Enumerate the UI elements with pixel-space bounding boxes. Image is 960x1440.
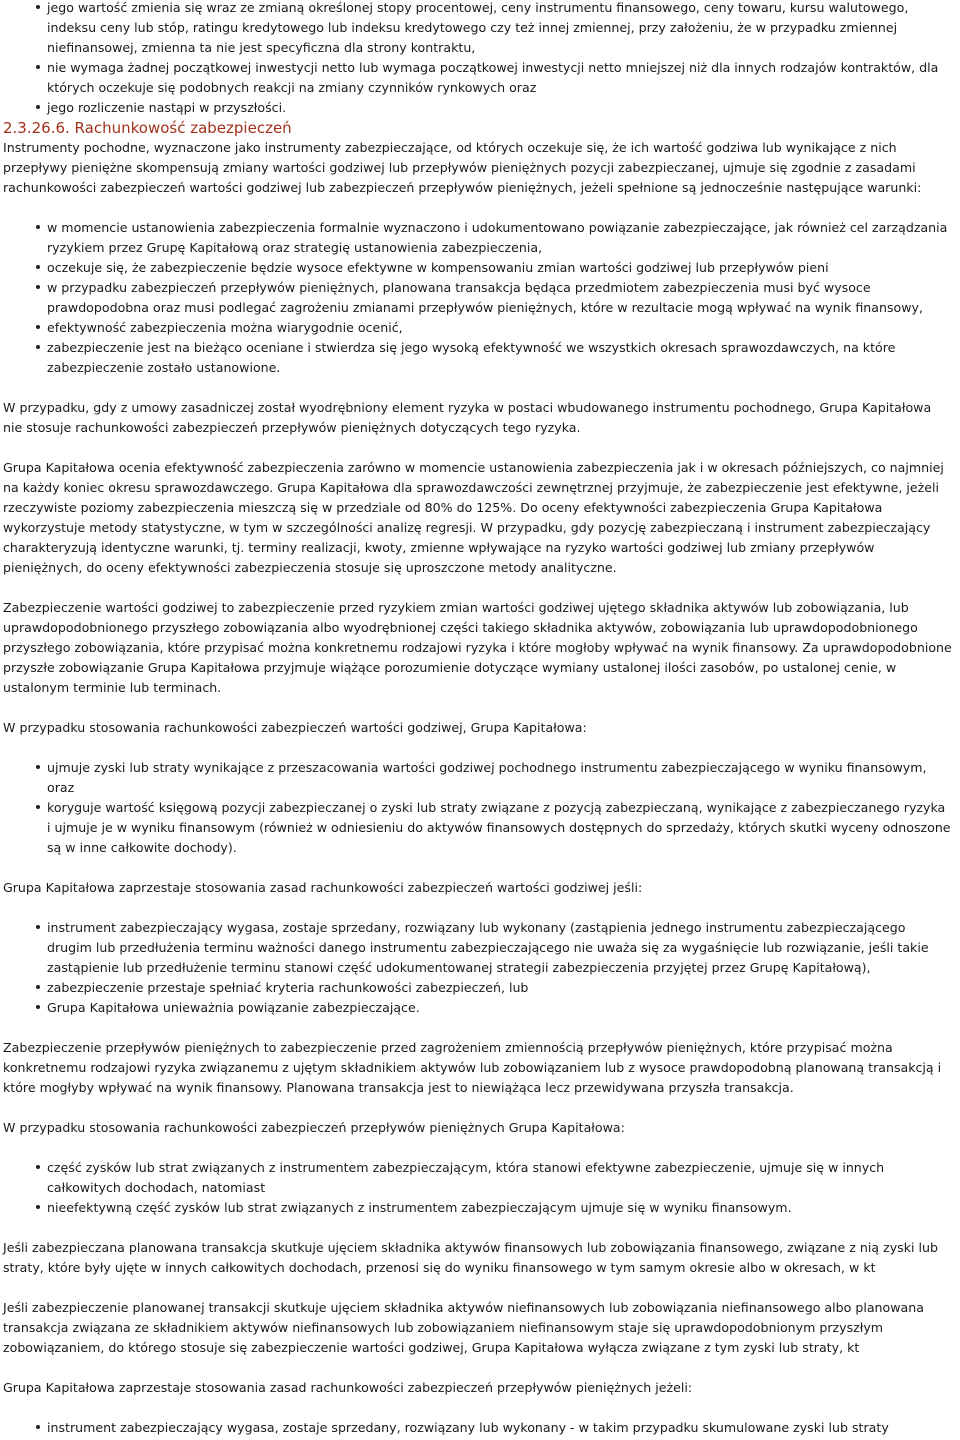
paragraph: Jeśli zabezpieczenie planowanej transakcji skutkuje ujęciem składnika aktywów niefinansowych lub zobowiązania niefinansowego albo planowana transakcja związana ze składnikiem aktywów niefinansowych lub zobowiązaniem niefinansowym staje się uprawdopodobnionym przyszłym zobowiązaniem, do którego stosuje się zabezpieczenie wartości godziwej, Grupa Kapitałowa wyłącza związane z tym zyski lub straty, kt bbox=[3, 1300, 924, 1355]
list-item: nieefektywną część zysków lub strat związanych z instrumentem zabezpieczającym ujmuje się w wyniku finansowym. bbox=[0, 1198, 960, 1218]
paragraph: Zabezpieczenie wartości godziwej to zabezpieczenie przed ryzykiem zmian wartości godziwej ujętego składnika aktywów lub zobowiązania, lub uprawdopodobnionego przyszłego zobowiązania albo wyodrębnionej części takiego składnika aktywów, zobowiązania lub uprawdopodobnionego przyszłego zobowiązania, które przypisać można konkretnemu rodzajowi ryzyka i które mogłoby wpływać na wynik finansowy. Za uprawdopodobnione przyszłe zobowiązanie Grupa Kapitałowa przyjmuje wiążące porozumienie dotyczące wymiany ustalonej ilości zasobów, po ustalonej cenie, w ustalonym terminie lub terminach. bbox=[3, 600, 952, 695]
derivative-criteria-list bbox=[0, 0, 960, 118]
paragraph: Zabezpieczenie przepływów pieniężnych to zabezpieczenie przed zagrożeniem zmiennością przepływów pieniężnych, które przypisać można konkretnemu rodzajowi ryzyka związanemu z ujętym składnikiem aktywów lub zobowiązaniem lub z wysoce prawdopodobną planowaną transakcją i które mogłyby wpływać na wynik finansowy. Planowana transakcja jest to niewiążąca lecz przewidywana przyszła transakcja. bbox=[3, 1040, 942, 1095]
paragraph: W przypadku stosowania rachunkowości zabezpieczeń przepływów pieniężnych Grupa Kapitałowa: bbox=[3, 1120, 625, 1135]
fair-value-stop-list bbox=[0, 918, 960, 1018]
list-item: koryguje wartość księgową pozycji zabezpieczanej o zyski lub straty związane z pozycją zabezpieczaną, wynikające z zabezpieczanego ryzyka i ujmuje je w wyniku finansowym (również w odniesieniu do aktywów finansowych dostępnych do sprzedaży, których skutki wyceny odnoszone są w inne całkowite dochody). bbox=[0, 798, 960, 858]
list-item: instrument zabezpieczający wygasa, zostaje sprzedany, rozwiązany lub wykonany (zastąpienia jednego instrumentu zabezpieczającego drugim lub przedłużenia terminu ważności danego instrumentu zabezpieczającego nie uważa się za wygaśnięcie lub rozwiązanie, jeśli takie zastąpienie lub przedłużenie terminu stanowi część udokumentowanej strategii zabezpieczenia przyjętej przez Grupę Kapitałową), bbox=[0, 918, 960, 978]
cash-flow-hedge-list bbox=[0, 1158, 960, 1218]
paragraph: Grupa Kapitałowa ocenia efektywność zabezpieczenia zarówno w momencie ustanowienia zabezpieczenia jak i w okresach późniejszych, co najmniej na każdy koniec okresu sprawozdawczego. Grupa Kapitałowa dla sprawozdawczości zewnętrznej przyjmuje, że zabezpieczenie jest efektywne, jeżeli rzeczywiste poziomy zabezpieczenia mieszczą się w przedziale od 80% do 125%. Do oceny efektywności zabezpieczenia Grupa Kapitałowa wykorzystuje metody statystyczne, w tym w szczególności analizę regresji. W przypadku, gdy pozycję zabezpieczaną i instrument zabezpieczający charakteryzują identyczne warunki, tj. terminy realizacji, kwoty, zmienne wpływające na ryzyko wartości godziwej lub zmiany przepływów pieniężnych, do oceny efektywności zabezpieczenia stosuje się uproszczone metody analityczne. bbox=[3, 460, 944, 575]
fair-value-hedge-list bbox=[0, 758, 960, 858]
list-item: jego rozliczenie nastąpi w przyszłości. bbox=[0, 98, 960, 118]
cash-flow-stop-list bbox=[0, 1418, 960, 1438]
hedge-conditions-list bbox=[0, 218, 960, 378]
list-item: zabezpieczenie przestaje spełniać kryteria rachunkowości zabezpieczeń, lub bbox=[0, 978, 960, 998]
list-item: w momencie ustanowienia zabezpieczenia formalnie wyznaczono i udokumentowano powiązanie zabezpieczające, jak również cel zarządzania ryzykiem przez Grupę Kapitałową oraz strategię ustanowienia zabezpieczenia, bbox=[0, 218, 960, 258]
list-item: jego wartość zmienia się wraz ze zmianą określonej stopy procentowej, ceny instrumentu finansowego, ceny towaru, kursu walutowego, indeksu ceny lub stóp, ratingu kredytowego lub indeksu kredytowego czy też innej zmiennej, przy założeniu, że w przypadku zmiennej niefinansowej, zmienna ta nie jest specyficzna dla strony kontraktu, bbox=[0, 0, 960, 58]
paragraph: W przypadku, gdy z umowy zasadniczej został wyodrębniony element ryzyka w postaci wbudowanego instrumentu pochodnego, Grupa Kapitałowa nie stosuje rachunkowości zabezpieczeń przepływów pieniężnych dotyczących tego ryzyka. bbox=[3, 400, 932, 435]
paragraph: Jeśli zabezpieczana planowana transakcja skutkuje ujęciem składnika aktywów finansowych lub zobowiązania finansowego, związane z nią zyski lub straty, które były ujęte w innych całkowitych dochodach, przenosi się do wyniku finansowego w tym samym okresie albo w okresach, w kt bbox=[3, 1240, 938, 1275]
list-item: instrument zabezpieczający wygasa, zostaje sprzedany, rozwiązany lub wykonany - w takim przypadku skumulowane zyski lub straty bbox=[0, 1418, 960, 1438]
list-item: Grupa Kapitałowa unieważnia powiązanie zabezpieczające. bbox=[0, 998, 960, 1018]
paragraph: Instrumenty pochodne, wyznaczone jako instrumenty zabezpieczające, od których oczekuje się, że ich wartość godziwa lub wynikające z nich przepływy pieniężne skompensują zmiany wartości godziwej lub przepływów pieniężnych pozycji zabezpieczanej, ujmuje się zgodnie z zasadami rachunkowości zabezpieczeń wartości godziwej lub zabezpieczeń przepływów pieniężnych, jeżeli spełnione są jednocześnie następujące warunki: bbox=[3, 140, 922, 195]
paragraph: Grupa Kapitałowa zaprzestaje stosowania zasad rachunkowości zabezpieczeń wartości godziwej jeśli: bbox=[3, 880, 643, 895]
list-item: część zysków lub strat związanych z instrumentem zabezpieczającym, która stanowi efektywne zabezpieczenie, ujmuje się w innych całkowitych dochodach, natomiast bbox=[0, 1158, 960, 1198]
list-item: efektywność zabezpieczenia można wiarygodnie ocenić, bbox=[0, 318, 960, 338]
list-item: nie wymaga żadnej początkowej inwestycji netto lub wymaga początkowej inwestycji netto mniejszej niż dla innych rodzajów kontraktów, dla których oczekuje się podobnych reakcji na zmiany czynników rynkowych oraz bbox=[0, 58, 960, 98]
paragraph: W przypadku stosowania rachunkowości zabezpieczeń wartości godziwej, Grupa Kapitałowa: bbox=[3, 720, 587, 735]
paragraph: Grupa Kapitałowa zaprzestaje stosowania zasad rachunkowości zabezpieczeń przepływów pieniężnych jeżeli: bbox=[3, 1380, 693, 1395]
list-item: oczekuje się, że zabezpieczenie będzie wysoce efektywne w kompensowaniu zmian wartości godziwej lub przepływów pieni bbox=[0, 258, 960, 278]
list-item: ujmuje zyski lub straty wynikające z przeszacowania wartości godziwej pochodnego instrumentu zabezpieczającego w wyniku finansowym, oraz bbox=[0, 758, 960, 798]
section-heading: 2.3.26.6. Rachunkowość zabezpieczeń bbox=[3, 119, 292, 137]
list-item: zabezpieczenie jest na bieżąco oceniane i stwierdza się jego wysoką efektywność we wszystkich okresach sprawozdawczych, na które zabezpieczenie zostało ustanowione. bbox=[0, 338, 960, 378]
list-item: w przypadku zabezpieczeń przepływów pieniężnych, planowana transakcja będąca przedmiotem zabezpieczenia musi być wysoce prawdopodobna oraz musi podlegać zagrożeniu zmianami przepływów pieniężnych, które w rezultacie mogą wpływać na wynik finansowy, bbox=[0, 278, 960, 318]
